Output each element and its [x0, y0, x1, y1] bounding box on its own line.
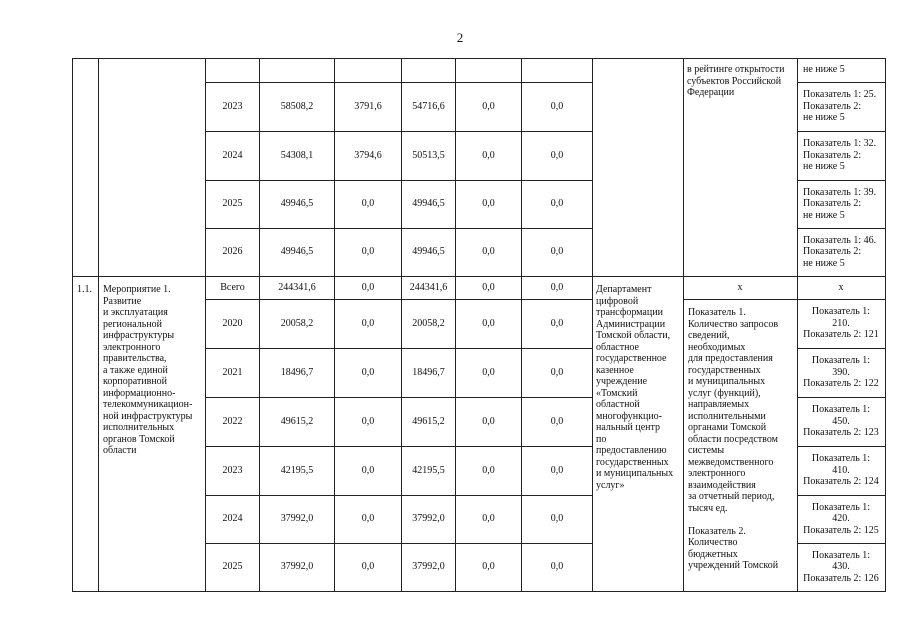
regional-cell: 50513,5: [412, 149, 445, 161]
indicator-line: необходимых: [688, 341, 746, 353]
indicator-line: Показатель 2.: [688, 525, 746, 537]
federal-cell: 0,0: [361, 198, 375, 210]
year-cell: 2023: [222, 100, 243, 112]
indicator-line: электронного: [688, 468, 746, 479]
other-cell: 0,0: [550, 464, 564, 476]
table-rule: [683, 299, 886, 300]
total-cell: 20058,2: [280, 317, 314, 329]
local-cell: 0,0: [482, 415, 495, 427]
table-rule: [797, 495, 886, 496]
indicator-value: 390.: [832, 366, 850, 378]
year-cell: 2022: [222, 415, 243, 427]
indicator-value: Показатель 2:: [803, 149, 862, 161]
federal-cell: 0,0: [361, 246, 375, 258]
executor-line: и муниципальных: [596, 468, 674, 479]
indicator-value: Показатель 2: 123: [803, 427, 879, 439]
measure-name-line: инфраструктуры: [103, 330, 175, 341]
measure-name-line: ной инфраструктуры: [103, 410, 193, 422]
indicator-value: Показатель 2: 125: [803, 524, 879, 536]
executor-line: государственных: [596, 456, 669, 468]
executor-line: Департамент: [596, 284, 652, 295]
indicator-line: учреждений Томской: [688, 560, 779, 571]
measure-name-line: корпоративной: [103, 376, 168, 387]
total-cell: 49946,5: [280, 246, 314, 258]
regional-cell: 42195,5: [412, 464, 445, 476]
indicator-value: Показатель 1: 46.: [803, 234, 877, 246]
local-cell: 0,0: [482, 246, 495, 258]
indicator-value: Показатель 2: 122: [803, 378, 879, 390]
year-cell: 2024: [222, 149, 243, 161]
other-cell: 0,0: [550, 415, 564, 427]
indicator-value: Показатель 2:: [803, 100, 862, 112]
executor-line: предоставлению: [596, 445, 667, 456]
table-rule: [683, 58, 684, 592]
indicator-line: системы: [688, 445, 725, 456]
total-cell: 58508,2: [280, 100, 314, 112]
indicator-text-line: субъектов Российской: [687, 75, 782, 87]
indicator-value: Показатель 1: 32.: [803, 138, 877, 150]
measure-name-line: телекоммуникацион-: [103, 399, 193, 410]
indicator-value: Показатель 1: 25.: [803, 89, 877, 101]
indicator-value: Показатель 2:: [803, 246, 862, 258]
indicator-value: Показатель 1:: [811, 404, 871, 416]
local-cell: 0,0: [482, 513, 495, 525]
indicator-value: Показатель 1:: [811, 453, 871, 465]
table-rule: [797, 82, 886, 83]
local-cell: 0,0: [482, 464, 495, 476]
indicator-value: 420.: [832, 513, 850, 525]
total-cell: 42195,5: [280, 464, 314, 476]
executor-line: трансформации: [596, 307, 663, 318]
year-cell: 2021: [222, 366, 243, 378]
other-cell: 0,0: [550, 317, 564, 329]
total-cell: 49615,2: [280, 415, 314, 427]
executor-line: нальный центр: [596, 422, 660, 433]
table-rule: [797, 543, 886, 544]
indicator-value: не ниже 5: [803, 112, 845, 124]
indicator-line: за отчетный период,: [688, 491, 775, 502]
federal-cell: 0,0: [361, 281, 375, 293]
measure-name-line: правительства,: [103, 353, 167, 364]
table-rule: [797, 131, 886, 132]
federal-cell: 0,0: [361, 561, 375, 573]
indicator-line: органами Томской: [688, 422, 767, 433]
executor-line: «Томский: [596, 387, 638, 399]
table-rule: [797, 397, 886, 398]
indicator-value: Показатель 1: 39.: [803, 186, 877, 198]
indicator-text-line: Федерации: [687, 87, 735, 98]
regional-cell: 49615,2: [412, 415, 445, 427]
measure-name-line: Развитие: [103, 295, 142, 307]
year-cell: 2025: [222, 198, 243, 210]
other-cell: 0,0: [550, 149, 564, 161]
regional-cell: 49946,5: [412, 198, 445, 210]
local-cell: 0,0: [482, 366, 495, 378]
executor-line: областной: [596, 399, 640, 410]
indicator-value: Показатель 1:: [811, 501, 871, 513]
table-rule: [797, 180, 886, 181]
x-mark: x: [737, 281, 743, 293]
total-cell: 37992,0: [280, 513, 314, 525]
executor-line: областное: [596, 341, 639, 353]
indicator-value: 430.: [832, 561, 850, 573]
year-cell: 2025: [222, 561, 243, 573]
indicator-value: 450.: [832, 415, 850, 427]
federal-cell: 0,0: [361, 464, 375, 476]
table-rule: [885, 58, 886, 592]
measure-name-line: электронного: [103, 341, 161, 353]
indicator-line: и муниципальных: [688, 376, 766, 387]
other-cell: 0,0: [550, 100, 564, 112]
other-cell: 0,0: [550, 281, 564, 293]
indicator-value: 210.: [832, 317, 850, 329]
indicator-value: Показатель 2:: [803, 198, 862, 210]
federal-cell: 0,0: [361, 513, 375, 525]
measure-number: 1.1.: [77, 284, 92, 295]
executor-line: многофункцио-: [596, 410, 663, 422]
indicator-value: не ниже 5: [803, 257, 845, 269]
year-cell: Всего: [220, 281, 245, 293]
indicator-line: взаимодействия: [688, 479, 756, 491]
x-mark: x: [838, 281, 844, 293]
executor-line: услуг»: [596, 479, 625, 491]
other-cell: 0,0: [550, 513, 564, 525]
measure-name-line: а также единой: [103, 364, 168, 376]
regional-cell: 244341,6: [409, 281, 448, 293]
indicator-line: области посредством: [688, 433, 778, 445]
local-cell: 0,0: [482, 561, 495, 573]
indicator-line: услуг (функций),: [688, 387, 761, 399]
executor-line: государственное: [596, 353, 667, 364]
indicator-value: Показатель 2: 124: [803, 476, 879, 488]
table-rule: [797, 348, 886, 349]
regional-cell: 20058,2: [412, 317, 445, 329]
measure-name-line: информационно-: [103, 387, 176, 399]
indicator-line: бюджетных: [688, 548, 738, 560]
indicator-line: сведений,: [688, 330, 730, 341]
total-cell: 244341,6: [278, 281, 316, 293]
regional-cell: 54716,6: [412, 100, 445, 112]
federal-cell: 0,0: [361, 366, 375, 378]
table-rule: [797, 228, 886, 229]
executor-line: Администрации: [596, 318, 666, 330]
indicator-line: Показатель 1.: [688, 307, 746, 318]
measure-name-line: органов Томской: [103, 433, 175, 445]
measure-name-line: Мероприятие 1.: [103, 284, 171, 295]
executor-line: по: [596, 433, 607, 445]
executor-line: казенное: [596, 364, 634, 376]
federal-cell: 0,0: [361, 317, 375, 329]
indicator-value: не ниже 5: [803, 64, 845, 75]
indicator-value: не ниже 5: [803, 209, 845, 221]
other-cell: 0,0: [550, 561, 564, 573]
indicator-value: Показатель 2: 121: [803, 329, 879, 341]
indicator-line: для предоставления: [688, 353, 773, 364]
total-cell: 54308,1: [280, 149, 314, 161]
measure-name-line: области: [103, 445, 137, 456]
indicator-value: не ниже 5: [803, 161, 845, 173]
indicator-line: Количество: [688, 537, 738, 548]
total-cell: 18496,7: [280, 366, 314, 378]
other-cell: 0,0: [550, 246, 564, 258]
local-cell: 0,0: [482, 100, 495, 112]
table-rule: [72, 58, 886, 59]
federal-cell: 0,0: [361, 415, 375, 427]
regional-cell: 49946,5: [412, 246, 445, 258]
year-cell: 2020: [222, 317, 243, 329]
indicator-line: тысяч ед.: [688, 502, 728, 514]
federal-cell: 3791,6: [354, 100, 382, 112]
federal-cell: 3794,6: [354, 149, 382, 161]
indicator-value: Показатель 2: 126: [803, 572, 879, 584]
indicator-value: Показатель 1:: [811, 355, 871, 367]
indicator-line: направляемых: [688, 399, 750, 410]
measure-name-line: региональной: [103, 318, 163, 330]
indicator-line: межведомственного: [688, 456, 774, 468]
indicator-text-line: в рейтинге открытости: [687, 64, 785, 75]
executor-line: Томской области,: [596, 330, 671, 341]
executor-line: цифровой: [596, 295, 639, 307]
indicator-line: Количество запросов: [688, 318, 779, 330]
page-number: 2: [456, 30, 464, 45]
measure-name-line: исполнительных: [103, 422, 175, 433]
year-cell: 2024: [222, 513, 243, 525]
other-cell: 0,0: [550, 366, 564, 378]
table-rule: [98, 58, 99, 592]
table-rule: [72, 591, 886, 592]
total-cell: 37992,0: [280, 561, 314, 573]
indicator-value: 410.: [832, 464, 850, 476]
executor-line: учреждение: [596, 376, 648, 387]
local-cell: 0,0: [482, 317, 495, 329]
local-cell: 0,0: [482, 198, 495, 210]
other-cell: 0,0: [550, 198, 564, 210]
regional-cell: 37992,0: [412, 561, 445, 573]
indicator-value: Показатель 1:: [811, 549, 871, 561]
table-rule: [592, 58, 593, 592]
local-cell: 0,0: [482, 149, 495, 161]
table-rule: [797, 446, 886, 447]
measure-name-line: и эксплуатация: [103, 307, 168, 318]
regional-cell: 37992,0: [412, 513, 445, 525]
regional-cell: 18496,7: [412, 366, 445, 378]
indicator-line: исполнительными: [688, 410, 766, 422]
year-cell: 2026: [222, 246, 243, 258]
indicator-line: государственных: [688, 364, 761, 376]
year-cell: 2023: [222, 464, 243, 476]
total-cell: 49946,5: [280, 198, 314, 210]
indicator-value: Показатель 1:: [811, 306, 871, 318]
table-rule: [72, 58, 73, 592]
local-cell: 0,0: [482, 281, 495, 293]
